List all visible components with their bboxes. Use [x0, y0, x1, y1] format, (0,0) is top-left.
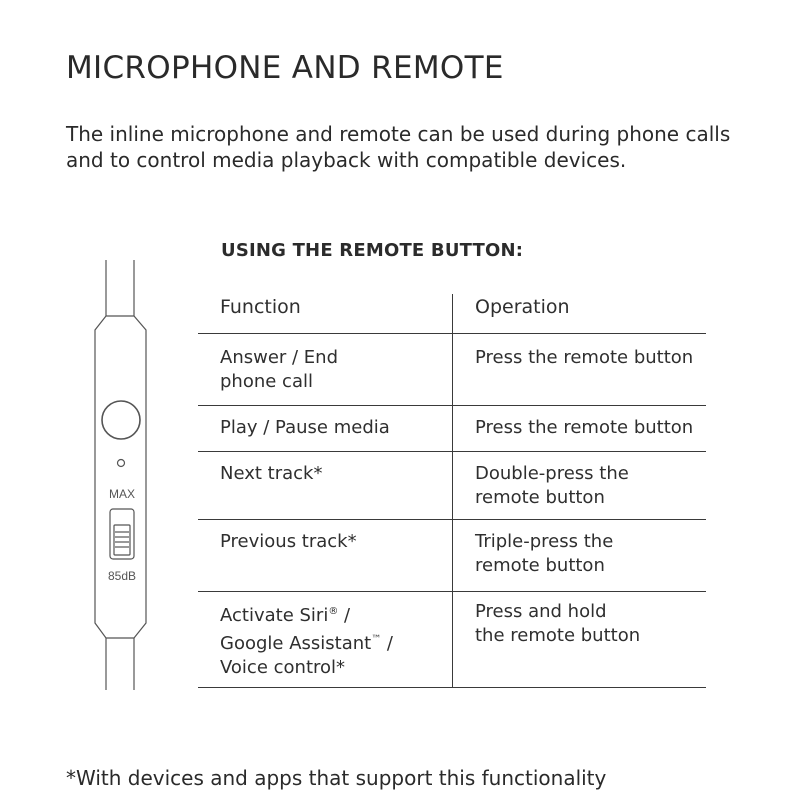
table-row — [198, 334, 706, 406]
remote-control-illustration — [85, 260, 169, 692]
table-row — [198, 520, 706, 592]
volume-max-label: MAX — [108, 487, 136, 501]
volume-slider-handle — [114, 525, 130, 555]
table-row — [198, 406, 706, 452]
operation-cell: Press the remote button — [453, 406, 707, 452]
function-text: / — [381, 633, 393, 654]
table-row — [198, 452, 706, 520]
footnote: *With devices and apps that support this functionality — [66, 766, 607, 790]
column-header-operation: Operation — [453, 294, 707, 334]
remote-section-heading: USING THE REMOTE BUTTON: — [221, 240, 524, 261]
function-cell — [198, 592, 453, 688]
microphone-hole-icon — [118, 460, 125, 467]
registered-mark: ® — [328, 606, 339, 617]
function-text: Activate Siri — [220, 605, 329, 626]
operation-cell: Double-press the remote button — [453, 452, 707, 520]
operation-cell: Triple-press the remote button — [453, 520, 707, 592]
remote-button-icon — [102, 401, 140, 439]
operation-cell: Press the remote button — [453, 334, 707, 406]
page-title: MICROPHONE AND REMOTE — [66, 50, 504, 86]
function-cell: Next track* — [198, 452, 453, 520]
function-text: / — [338, 605, 351, 626]
function-cell: Answer / End phone call — [198, 334, 453, 406]
operation-cell: Press and hold the remote button — [453, 592, 707, 688]
function-cell: Play / Pause media — [198, 406, 453, 452]
table-header-row — [198, 294, 706, 334]
table-row — [198, 592, 706, 688]
remote-body — [95, 316, 146, 638]
column-header-function: Function — [198, 294, 453, 334]
volume-db-label: 85dB — [107, 569, 137, 583]
remote-functions-table — [198, 294, 706, 688]
function-text: Voice control* — [220, 657, 346, 678]
trademark-mark: ™ — [371, 634, 382, 645]
intro-paragraph: The inline microphone and remote can be used during phone calls and to control media playback with compatible devices. — [66, 122, 731, 172]
function-cell: Previous track* — [198, 520, 453, 592]
function-text: Google Assistant — [220, 633, 372, 654]
